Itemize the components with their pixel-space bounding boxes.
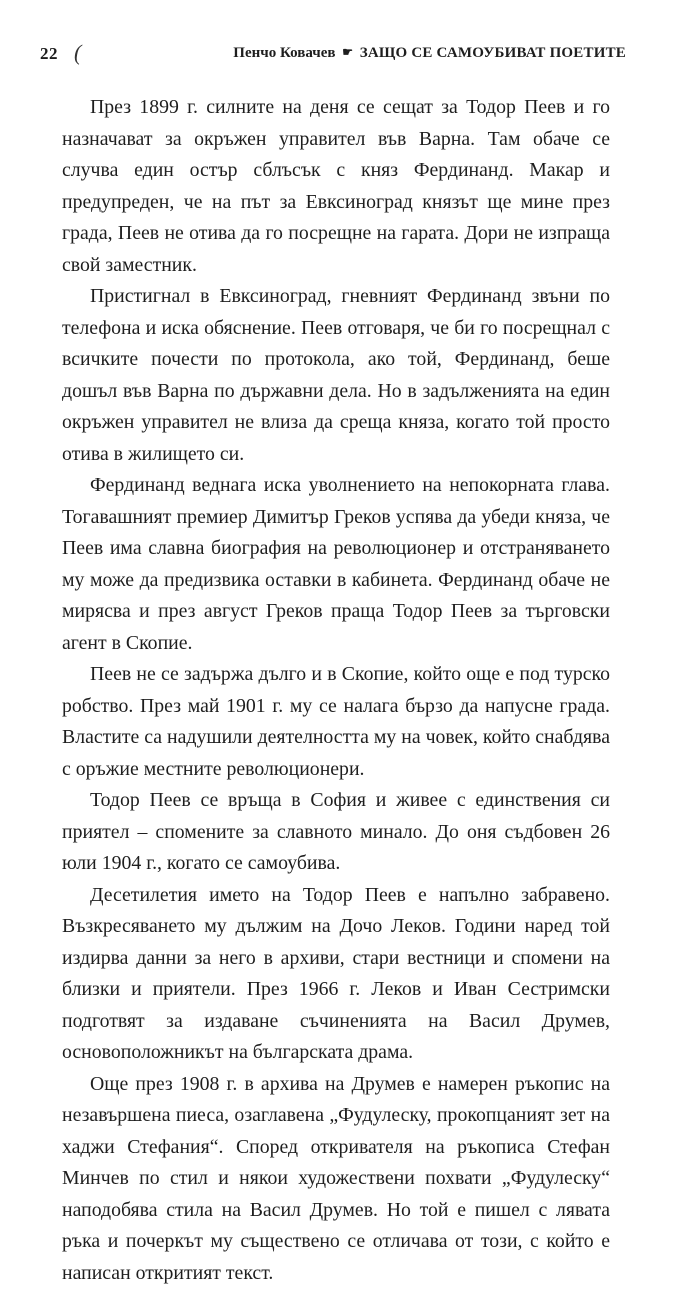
paragraph: Още през 1908 г. в архива на Друмев е намерен ръкопис на незавършена пиеса, озаглавена „Фудулеску, прокопцаният зет на хаджи Стефания“. Според откривателя на ръкописа Стефан Минчев по стил и някои художествени похвати „Фудулеску“ наподобява стила на Васил Друмев. Но той е пишел с лявата ръка и почеркът му съществено се отличава от този, с който е написан откритият текст. [62,1069,610,1289]
paragraph: През 1899 г. силните на деня се сещат за Тодор Пеев и го назначават за окръжен управител във Варна. Там обаче се случва един остър сблъсък с княз Фердинанд. Макар и предупреден, че на път за Евксиноград князът ще мине през града, Пеев не отива да го посрещне на гарата. Дори не изпраща свой заместник. [62,92,610,281]
page-number: 22 [40,44,58,64]
running-head [233,45,626,62]
paragraph: Пристигнал в Евксиноград, гневният Фердинанд звъни по телефона и иска обяснение. Пеев отговаря, че би го посрещнал с всичките почести по протокола, ако той, Фердинанд, беше дошъл във Варна по държавни дела. Но в задълженията на един окръжен управител не влиза да среща княза, когато той просто отива в жилището си. [62,281,610,470]
page-header [40,44,626,74]
paragraph: Пеев не се задържа дълго и в Скопие, който още е под турско робство. През май 1901 г. му се налага бързо да напусне града. Властите са надушили деятелността му на човек, който снабдява с оръжие местните революционери. [62,659,610,785]
book-title: ЗАЩО СЕ САМОУБИВАТ ПОЕТИТЕ [360,45,626,61]
separator-icon: ☛ [342,45,353,60]
author-name: Пенчо Ковачев [233,45,335,61]
page-ornament: ( [74,40,81,66]
paragraph: Фердинанд веднага иска уволнението на непокорната глава. Тогавашният премиер Димитър Греков успява да убеди княза, че Пеев има славна биография на революционер и отстраняването му може да предизвика оставки в кабинета. Фердинанд обаче не мирясва и през август Греков праща Тодор Пеев за търговски агент в Скопие. [62,470,610,659]
paragraph: Десетилетия името на Тодор Пеев е напълно забравено. Възкресяването му дължим на Дочо Леков. Години наред той издирва данни за него в архиви, стари вестници и спомени на близки и приятели. През 1966 г. Леков и Иван Сестримски подготвят за издаване съчиненията на Васил Друмев, основоположникът на българската драма. [62,880,610,1069]
paragraph: Тодор Пеев се връща в София и живее с единствения си приятел – спомените за славното минало. До оня съдбовен 26 юли 1904 г., когато се самоубива. [62,785,610,880]
body-text [62,92,610,1289]
